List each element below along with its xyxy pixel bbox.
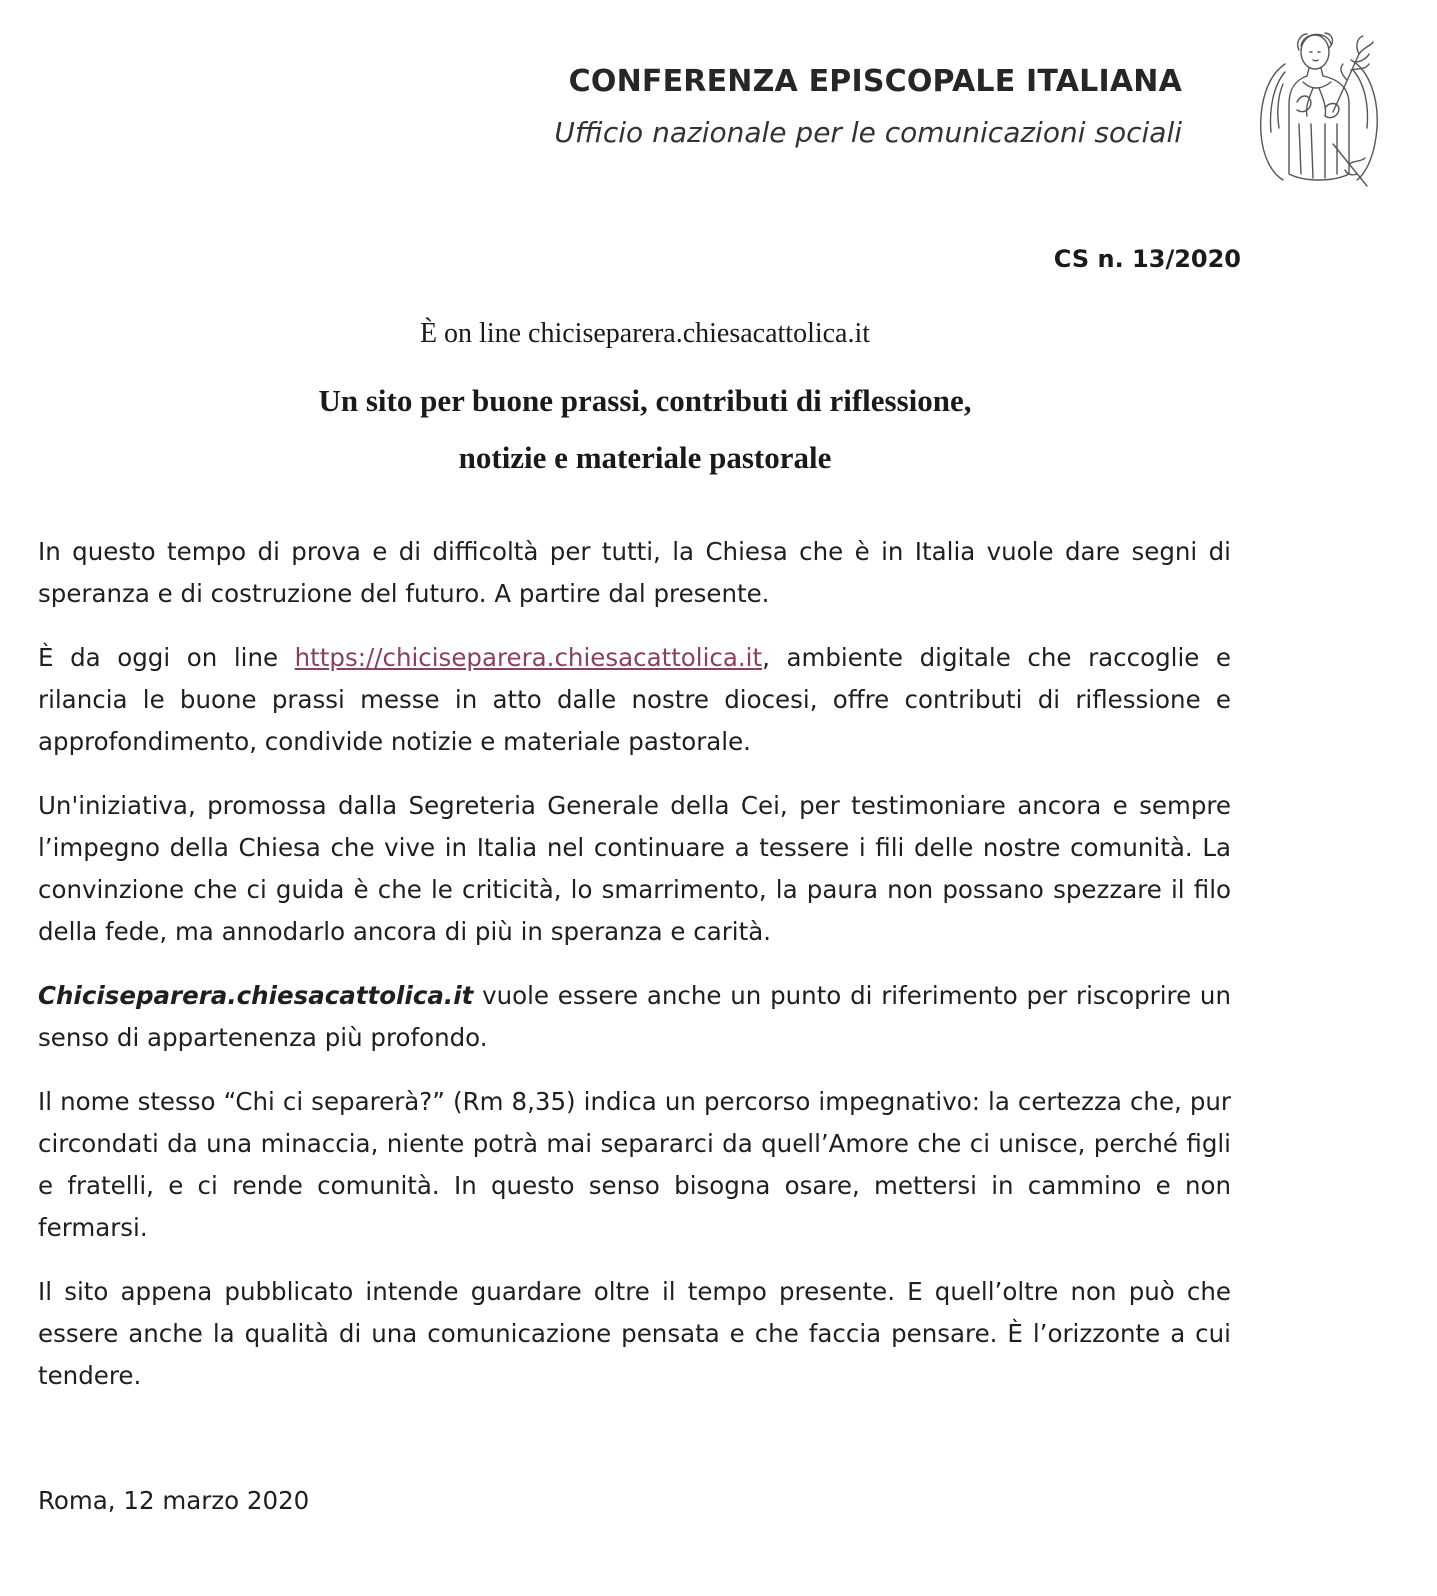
headline <box>0 372 1290 486</box>
body-text <box>38 531 1231 1419</box>
headline-line-1: Un sito per buone prassi, contributi di riflessione, <box>318 383 972 418</box>
site-link[interactable]: https://chiciseparera.chiesacattolica.it <box>294 643 763 672</box>
paragraph-2-rest: , ambiente digitale che raccoglie e rilancia le buone prassi messe in atto dalle nostre diocesi, offre contributi di riflessione e approfondimento, condivide notizie e materiale pastorale. <box>38 643 1231 756</box>
paragraph-4 <box>38 975 1231 1059</box>
site-name-emphasis: Chiciseparera.chiesacattolica.it <box>38 981 474 1010</box>
paragraph-2 <box>38 637 1231 763</box>
headline-line-2: notizie e materiale pastorale <box>458 440 832 475</box>
paragraph-4-rest: vuole essere anche un punto di riferimento per riscoprire un senso di appartenenza più profondo. <box>38 981 1231 1052</box>
office-name: Ufficio nazionale per le comunicazioni sociali <box>554 116 1182 149</box>
paragraph-1: In questo tempo di prova e di difficoltà per tutti, la Chiesa che è in Italia vuole dare segni di speranza e di costruzione del futuro. A partire dal presente. <box>38 537 1231 608</box>
letterhead <box>0 0 1437 200</box>
paragraph-6: Il sito appena pubblicato intende guardare oltre il tempo presente. E quell’oltre non può che essere anche la qualità di una comunicazione pensata e che faccia pensare. È l’orizzonte a cui tendere. <box>38 1277 1231 1390</box>
document-number: CS n. 13/2020 <box>1053 245 1241 273</box>
paragraph-5: Il nome stesso “Chi ci separerà?” (Rm 8,35) indica un percorso impegnativo: la certezza che, pur circondati da una minaccia, niente potrà mai separarci da quell’Amore che ci unisce, perché figli e fratelli, e ci rende comunità. In questo senso bisogna osare, mettersi in cammino e non fermarsi. <box>38 1087 1231 1242</box>
kicker: È on line chiciseparera.chiesacattolica.it <box>419 318 871 349</box>
paragraph-2-intro: È da oggi on line <box>38 643 295 672</box>
organization-name: CONFERENZA EPISCOPALE ITALIANA <box>568 64 1182 99</box>
paragraph-3: Un'iniziativa, promossa dalla Segreteria Generale della Cei, per testimoniare ancora e sempre l’impegno della Chiesa che vive in Italia nel continuare a tessere i fili delle nostre comunità. La convinzione che ci guida è che le criticità, lo smarrimento, la paura non possano spezzare il filo della fede, ma annodarlo ancora di più in speranza e carità. <box>38 791 1231 946</box>
dateline: Roma, 12 marzo 2020 <box>38 1486 310 1515</box>
angel-with-lily-icon <box>1255 24 1383 188</box>
